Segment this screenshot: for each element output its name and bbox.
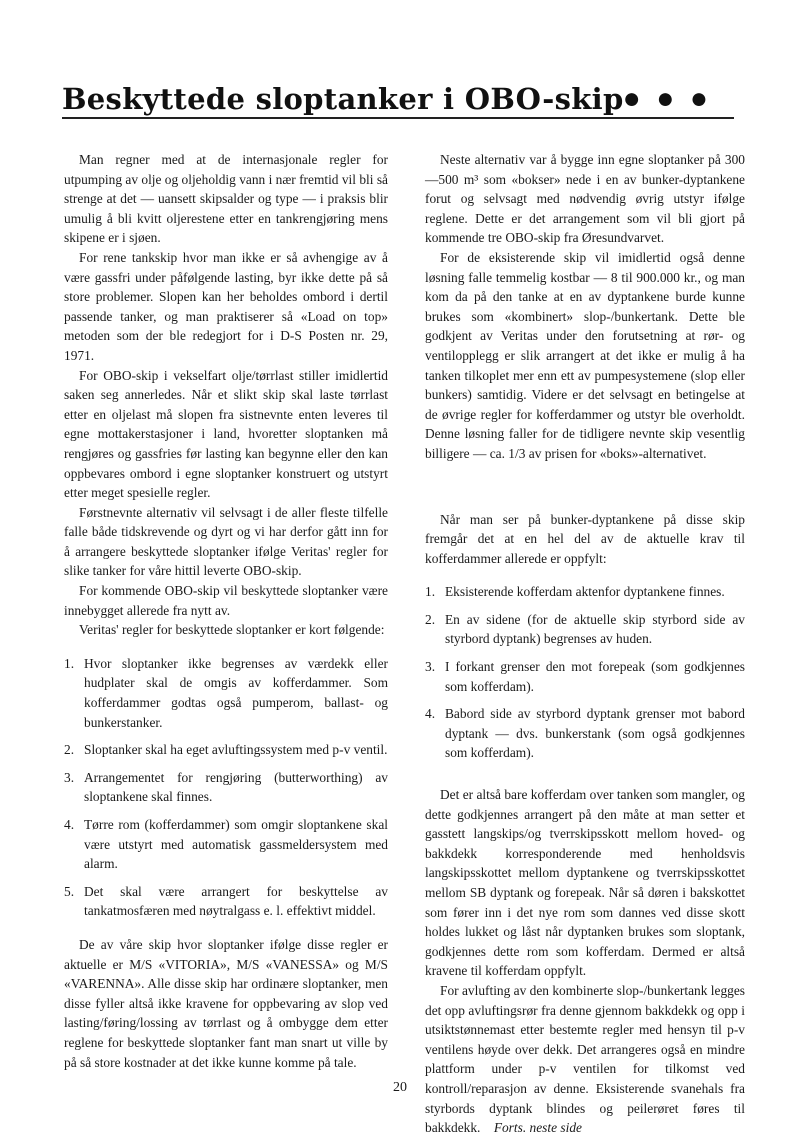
page-title: Beskyttede sloptanker i OBO-skip bbox=[62, 82, 624, 116]
list-item: 2. En av sidene (for de aktuelle skip styrbord side av styrbord dyptank) begrenses av huden. bbox=[425, 611, 745, 647]
paragraph: Neste alternativ var å bygge inn egne sloptanker på 300—500 m³ som «bokser» nede i en av bunker-dyptankene forut og selvsagt med nødvendig øvrig utstyr ifølge reglene. Dette er det arrangement som vil bli gjort på kommende tre OBO-skip fra Øresundvarvet. bbox=[425, 152, 745, 246]
list-item: 4. Tørre rom (kofferdammer) som omgir sloptankene skal være utstyrt med automatisk gassmeldersystem med alarm. bbox=[64, 817, 388, 872]
title-dots-ornament: ● ● ● bbox=[622, 82, 712, 115]
paragraph: For de eksisterende skip vil imidlertid også denne løsning falle temmelig kostbar — 8 til 900.000 kr., og man kom da på den tanke at en av dyptankene burde kunne brukes som «kombinert» slop-/bunkertank. Dette ble godkjent av Veritas under den forutsetning at rør- og ventilopplegg er slik arrangert at det ikke er mulig å ha tanken tilkoplet mer enn ett av pumpesystemene (slop eller bunkers) samtidig. Videre er det selvsagt en betingelse at de øvrige regler for kofferdammer og utstyr ble overholdt. Denne løsning faller for de tidligere nevnte skip vesentlig billigere — ca. 1/3 av prisen for «boks»-alternativet. bbox=[425, 249, 745, 461]
list-item: 2. Sloptanker skal ha eget avluftingssystem med p-v ventil. bbox=[64, 742, 388, 758]
list-item: 3. Arrangementet for rengjøring (butterworthing) av sloptankene skal finnes. bbox=[64, 769, 388, 805]
paragraph: Man regner med at de internasjonale regler for utpumping av olje og oljeholdig vann i nær fremtid vil bli så strenge at det — uansett skipsalder og type — i praksis blir umulig å bli kvitt oljerestene etter en tankrengjøring mens skipene er i sjøen. bbox=[64, 152, 388, 246]
title-rule bbox=[62, 117, 734, 119]
paragraph: For kommende OBO-skip vil beskyttede sloptanker være innebygget allerede fra nytt av. bbox=[64, 583, 388, 618]
paragraph: Når man ser på bunker-dyptankene på disse skip fremgår det at en hel del av de aktuelle krav til kofferdammer allerede er oppfylt: bbox=[425, 511, 745, 566]
paragraph: Veritas' regler for beskyttede sloptanker er kort følgende: bbox=[79, 622, 385, 638]
paragraph: For rene tankskip hvor man ikke er så avhengige av å være gassfri under påfølgende lasting, byr ikke dette på så store problemer. Slopen kan her beholdes ombord i dertil passende tanker, og man praktiserer så «Load on top» metoden som der ble redegjort for i D-S Posten nr. 29, 1971. bbox=[64, 249, 388, 363]
rules-list bbox=[64, 654, 388, 921]
right-column bbox=[425, 150, 745, 1138]
paragraph: For OBO-skip i vekselfart olje/tørrlast stiller imidlertid saken seg annerledes. Når et slikt skip skal laste tørrlast etter en oljelast må slopen fra sistnevnte enten leveres til egne mottakerstasjoner i land, hvoretter sloptanken må rengjøres og gassfries før lasting kan begynne eller den kan oppbevares ombord i egne sloptanker konstruert og utstyrt etter meget spesielle regler. bbox=[64, 367, 388, 501]
paragraph: De av våre skip hvor sloptanker ifølge disse regler er aktuelle er M/S «VITORIA», M/S «VANESSA» og M/S «VARENNA». Alle disse skip har ordinære sloptanker, men disse fyller altså ikke kravene for oppbevaring av slop ved lasting/føring/lossing av tørrlast og å ombygge dem etter reglene for beskyttede sloptanker fant man snart ut ville by på så store kostnader at det ikke kunne komme på tale. bbox=[64, 936, 388, 1070]
list-item: 4. Babord side av styrbord dyptank grenser mot babord dyptank — dvs. bunkerstank (som også godkjennes som kofferdam). bbox=[425, 706, 745, 761]
paragraph: Det er altså bare kofferdam over tanken som mangler, og dette godkjennes arrangert på den måte at man setter et gasstett langskips/og tverrskipsskott mellom hoved- og bakkdekk korresponderende med henholdsvis langskipsskottet mellom dyptankene og tverrskipsskottet mellom SB dyptank og forepeak. Når så døren i bakskottet som fører inn i det nye rom som dannes ved disse skott holdes lukket og låst når dyptanken brukes som sloptank, godkjennes dette rom som kofferdam. Dermed er altså kravene til kofferdam oppfylt. bbox=[425, 787, 745, 979]
list-item: 5. Det skal være arrangert for beskyttelse av tankatmosfæren med nøytralgass e. l. effektivt middel. bbox=[64, 883, 388, 919]
requirements-list bbox=[425, 582, 745, 763]
page-number: 20 bbox=[393, 1080, 407, 1095]
list-item: 1. Hvor sloptanker ikke begrenses av værdekk eller hudplater skal de omgis av kofferdammer. Som kofferdammer godtas også pumperom, ballast- og bunkerstanker. bbox=[64, 655, 388, 730]
list-item: 3. I forkant grenser den mot forepeak (som godkjennes som kofferdam). bbox=[425, 659, 745, 694]
list-item: 1. Eksisterende kofferdam aktenfor dyptankene finnes. bbox=[425, 584, 725, 600]
left-column bbox=[64, 150, 388, 1072]
paragraph bbox=[425, 981, 745, 1138]
paragraph: Førstnevnte alternativ vil selvsagt i de aller fleste tilfelle falle både tidskrevende og dyrt og vi har derfor gått inn for å arrangere beskyttede sloptanker ifølge Veritas' regler for slike tanker for våre hittil leverte OBO-skip. bbox=[64, 504, 388, 579]
continued-note: Forts. neste side bbox=[493, 1120, 582, 1136]
paragraph-text: For avlufting av den kombinerte slop-/bunkertank legges det opp avluftingsrør fra denne gjennom bakkdekk og opp i utsiktstønnemast etter bestemte regler med hensyn til p-v ventilens høyde over dekk. Det arrangeres også en mindre plattform under p-v ventilen for tilkomst ved kontroll/reparasjon av denne. Eksisterende svanehals fra styrbords dyptank blindes og peilerøret føres til bakkdekk. bbox=[425, 982, 745, 1136]
